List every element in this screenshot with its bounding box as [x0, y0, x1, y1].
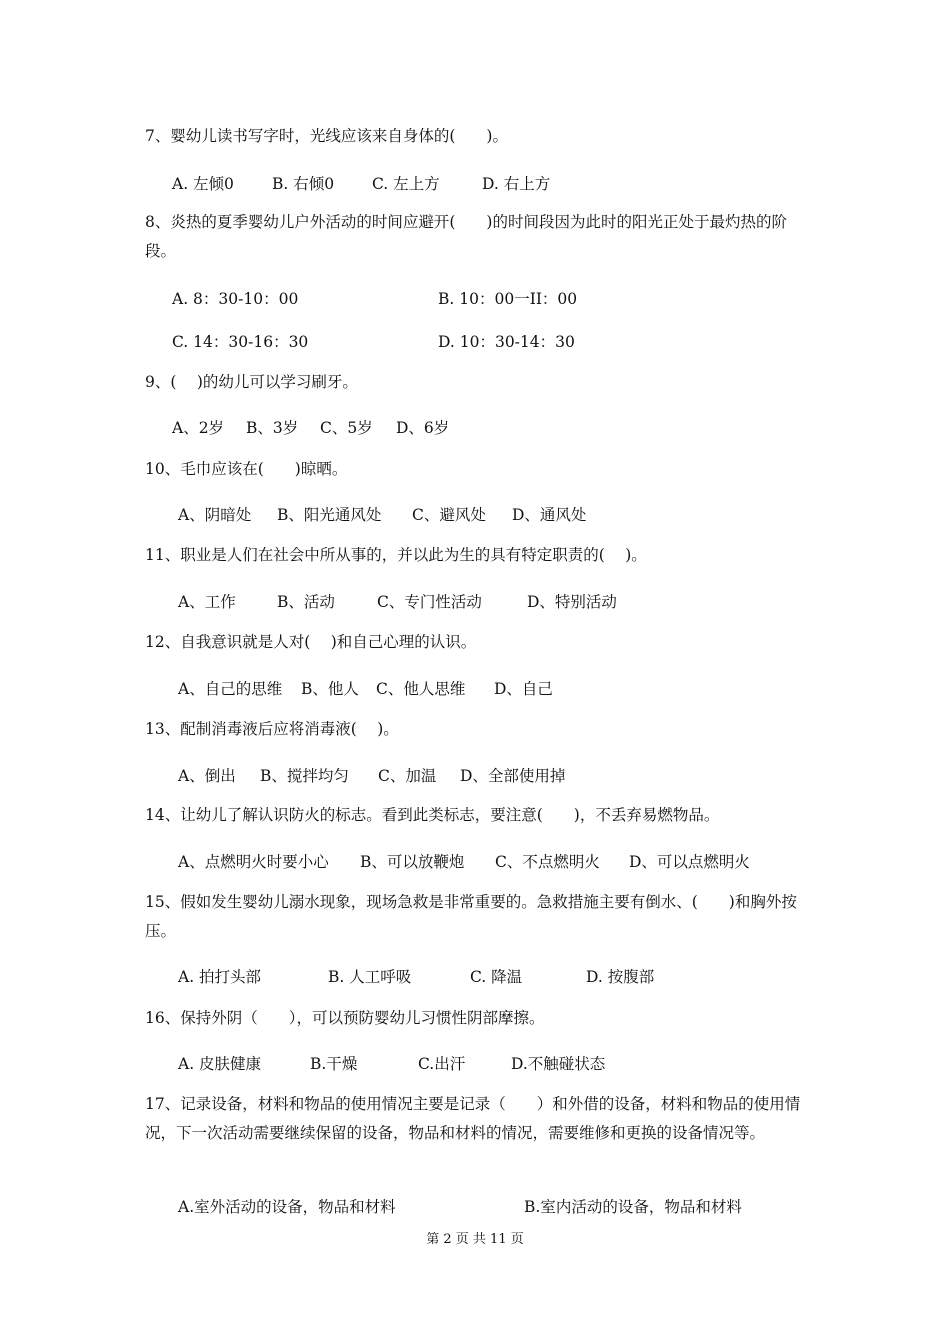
option-a: A. 8：30-10：00 — [172, 290, 299, 308]
question-7: 7、婴幼儿读书写字时，光线应该来自身体的( )。 — [145, 127, 508, 145]
option-a: A、点燃明火时要小心 — [178, 853, 329, 871]
option-b: B、可以放鞭炮 — [360, 853, 465, 871]
question-13-options — [178, 764, 565, 786]
option-c: C. 左上方 — [372, 175, 440, 193]
option-d: D、可以点燃明火 — [629, 853, 750, 871]
option-a: A、倒出 — [178, 767, 236, 785]
option-d: D、全部使用掉 — [460, 767, 566, 785]
question-14: 14、让幼儿了解认识防火的标志。看到此类标志，要注意( )，不丢弃易燃物品。 — [145, 806, 720, 824]
option-d: D、6岁 — [396, 419, 450, 437]
option-c: C、避风处 — [412, 506, 486, 524]
option-d: D、特别活动 — [527, 593, 617, 611]
question-8-options-row1 — [172, 287, 577, 309]
option-a: A. 拍打头部 — [178, 968, 262, 986]
option-b: B. 右倾0 — [272, 175, 335, 193]
option-c: C、他人思维 — [376, 680, 466, 698]
question-9-options — [172, 416, 449, 438]
option-d: D.不触碰状态 — [511, 1055, 606, 1073]
question-16-options — [178, 1052, 605, 1074]
question-16: 16、保持外阴（ ），可以预防婴幼儿习惯性阴部摩擦。 — [145, 1009, 545, 1027]
option-c: C、加温 — [378, 767, 437, 785]
option-d: D. 10：30-14：30 — [438, 333, 575, 351]
option-c: C. 14：30-16：30 — [172, 333, 309, 351]
question-15: 15、假如发生婴幼儿溺水现象，现场急救是非常重要的。急救措施主要有倒水、( )和胸外按压。 — [145, 893, 797, 940]
option-a: A、阴暗处 — [178, 506, 252, 524]
option-d: D、自己 — [494, 680, 553, 698]
option-d: D. 右上方 — [482, 175, 551, 193]
question-11: 11、职业是人们在社会中所从事的，并以此为生的具有特定职责的( )。 — [145, 546, 647, 564]
question-8: 8、炎热的夏季婴幼儿户外活动的时间应避开( )的时间段因为此时的阳光正处于最灼热的阶段。 — [145, 213, 787, 260]
option-a: A. 左倾0 — [172, 175, 234, 193]
option-c: C、不点燃明火 — [495, 853, 600, 871]
option-b: B、搅拌均匀 — [260, 767, 349, 785]
option-b: B、活动 — [277, 593, 335, 611]
page-number-footer: 第 2 页 共 11 页 — [426, 1232, 524, 1247]
question-14-options — [178, 850, 750, 872]
question-17: 17、记录设备，材料和物品的使用情况主要是记录（ ）和外借的设备，材料和物品的使用情况，下一次活动需要继续保留的设备，物品和材料的情况，需要维修和更换的设备情况等。 — [145, 1095, 801, 1142]
question-9: 9、( )的幼儿可以学习刷牙。 — [145, 373, 358, 391]
question-10: 10、毛巾应该在( )晾晒。 — [145, 460, 348, 478]
option-a: A、自己的思维 — [178, 680, 283, 698]
option-a: A. 皮肤健康 — [178, 1055, 262, 1073]
option-b: B、阳光通风处 — [277, 506, 382, 524]
option-c: C、5岁 — [320, 419, 373, 437]
question-17-options — [178, 1195, 742, 1217]
option-a: A、2岁 — [172, 419, 225, 437]
option-a: A、工作 — [178, 593, 236, 611]
question-8-options-row2 — [172, 330, 575, 352]
question-11-options — [178, 590, 617, 612]
option-b: B. 10：00一II：00 — [438, 290, 578, 308]
question-12: 12、自我意识就是人对( )和自己心理的认识。 — [145, 633, 477, 651]
option-d: D、通风处 — [512, 506, 587, 524]
option-c: C.出汗 — [418, 1055, 466, 1073]
question-13: 13、配制消毒液后应将消毒液( )。 — [145, 720, 399, 738]
option-b: B、他人 — [301, 680, 359, 698]
question-7-options — [172, 172, 550, 194]
option-d: D. 按腹部 — [586, 968, 655, 986]
question-12-options — [178, 677, 553, 699]
option-b: B、3岁 — [246, 419, 299, 437]
option-b: B.干燥 — [310, 1055, 358, 1073]
option-b: B. 人工呼吸 — [328, 968, 412, 986]
question-15-options — [178, 965, 654, 987]
option-c: C、专门性活动 — [377, 593, 482, 611]
option-a: A.室外活动的设备，物品和材料 — [178, 1198, 396, 1216]
question-10-options — [178, 503, 586, 525]
option-c: C. 降温 — [470, 968, 523, 986]
option-b: B.室内活动的设备，物品和材料 — [524, 1198, 742, 1216]
